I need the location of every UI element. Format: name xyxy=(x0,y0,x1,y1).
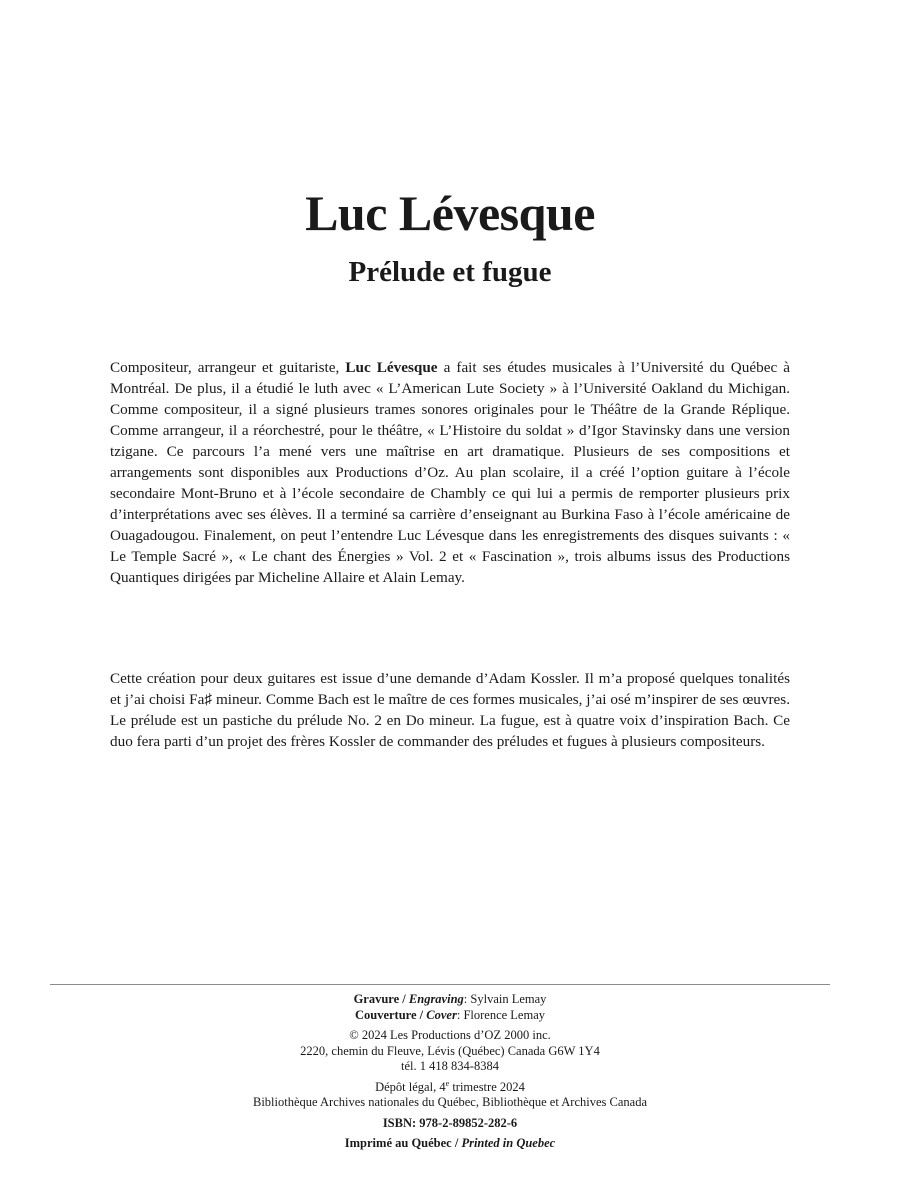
composer-name: Luc Lévesque xyxy=(345,359,438,376)
program-note-paragraph: Cette création pour deux guitares est issue d’une demande d’Adam Kossler. Il m’a proposé quelques tonalités et j’ai choisi Fa♯ mineur. Comme Bach est le maître de ces formes musicales, j’ai osé m’inspirer de ses œuvres. Le prélude est un pastiche du prélude No. 2 en Do mineur. La fugue, est à quatre voix d’inspiration Bach. Ce duo fera parti d’un projet des frères Kossler de commander des préludes et fugues à plusieurs compositeurs. xyxy=(110,670,790,750)
address-line: 2220, chemin du Fleuve, Lévis (Québec) Canada G6W 1Y4 xyxy=(300,1043,600,1058)
biography-paragraph xyxy=(110,357,790,588)
cover-credit: Couverture / Cover: Florence Lemay xyxy=(354,1007,546,1022)
divider xyxy=(50,984,830,985)
engraving-credit: Gravure / Engraving: Sylvain Lemay xyxy=(353,992,547,1006)
page-subtitle: Prélude et fugue xyxy=(348,256,552,288)
printed-line: Imprimé au Québec / Printed in Quebec xyxy=(344,1136,556,1150)
biography-intro: Compositeur, arrangeur et guitariste, xyxy=(110,359,346,376)
legal-deposit-line: Dépôt légal, 4e trimestre 2024 xyxy=(375,1078,525,1094)
phone-line: tél. 1 418 834-8384 xyxy=(401,1059,499,1073)
copyright-line: © 2024 Les Productions d’OZ 2000 inc. xyxy=(349,1028,551,1042)
isbn-line: ISBN: 978-2-89852-282-6 xyxy=(382,1115,518,1130)
biography-text: a fait ses études musicales à l’Université du Québec à Montréal. De plus, il a étudié le luth avec « L’American Lute Society » à l’Université Oakland du Michigan. Comme compositeur, il a signé plusieurs trames sonores originales pour le Théâtre de la Grande Réplique. Comme arrangeur, il a réorchestré, pour le théâtre, « L’Histoire du soldat » d’Igor Stavinsky dans une version tzigane. Ce parcours l’a mené vers une maîtrise en art dramatique. Plusieurs de ses compositions et arrangements sont disponibles aux Productions d’Oz. Au plan scolaire, il a créé l’option guitare à l’école secondaire Mont-Bruno et à l’école secondaire de Chambly ce qui lui a permis de remporter plusieurs prix d’interprétations avec ses élèves. Il a terminé sa carrière d’enseignant au Burkina Faso à l’école américaine de Ouagadougou. Finalement, on peut l’entendre Luc Lévesque dans les enregistrements des disques suivants : « Le Temple Sacré », « Le chant des Énergies » Vol. 2 et « Fascination », trois albums issus des Productions Quantiques dirigées par Micheline Allaire et Alain Lemay. xyxy=(110,359,790,586)
page-title: Luc Lévesque xyxy=(305,185,595,241)
libraries-line: Bibliothèque Archives nationales du Québec, Bibliothèque et Archives Canada xyxy=(253,1095,647,1109)
colophon xyxy=(0,992,900,1152)
